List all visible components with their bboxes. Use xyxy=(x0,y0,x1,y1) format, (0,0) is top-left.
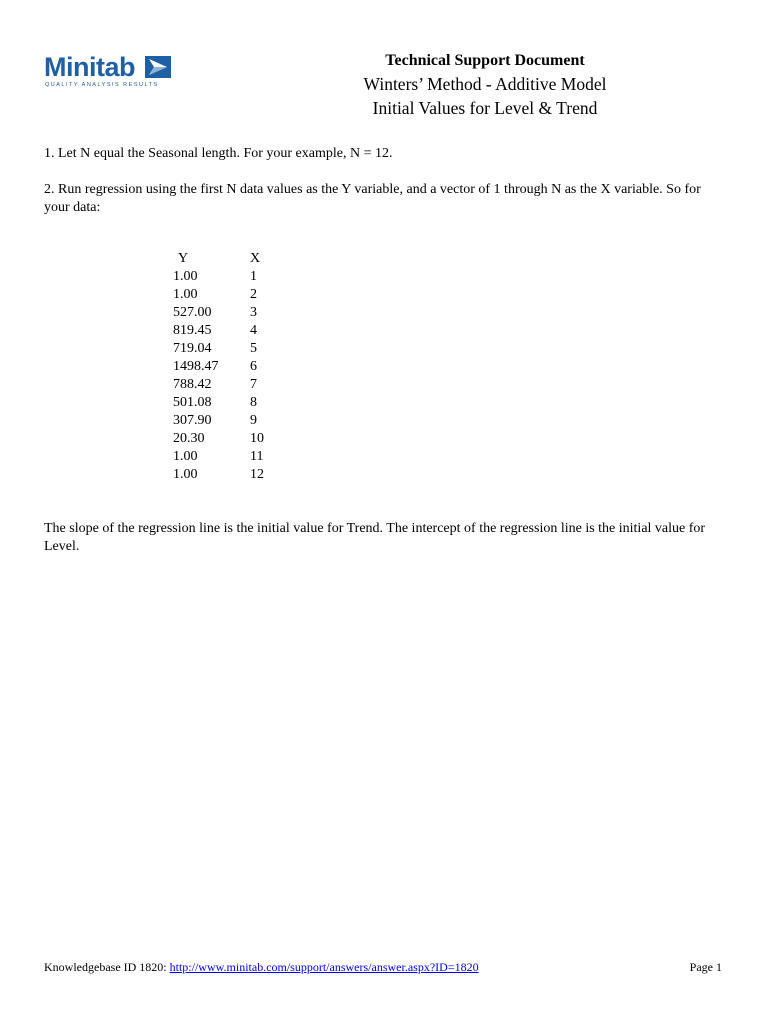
table-row xyxy=(173,466,264,484)
table-row xyxy=(173,322,264,340)
document-title-line1: Winters’ Method - Additive Model xyxy=(363,74,607,94)
y-value-cell: 1.00 xyxy=(173,287,198,302)
y-value-cell: 1.00 xyxy=(173,467,198,482)
knowledgebase-link[interactable]: http://www.minitab.com/support/answers/answer.aspx?ID=1820 xyxy=(169,960,479,974)
table-row xyxy=(173,304,264,322)
page-footer xyxy=(44,959,722,975)
x-value-cell: 5 xyxy=(250,341,257,356)
table-row xyxy=(173,268,264,286)
conclusion-text: The slope of the regression line is the initial value for Trend. The intercept of the regression line is the initial value for Level. xyxy=(44,521,706,554)
table-row xyxy=(173,376,264,394)
document-title-line2: Initial Values for Level & Trend xyxy=(372,98,598,118)
table-row xyxy=(173,340,264,358)
arrow-logo-icon xyxy=(145,56,171,78)
y-value-cell: 1.00 xyxy=(173,269,198,284)
column-header-y: Y xyxy=(178,251,189,266)
minitab-logo xyxy=(44,52,176,90)
table-row xyxy=(173,286,264,304)
x-value-cell: 9 xyxy=(250,413,257,428)
x-value-cell: 3 xyxy=(250,305,257,320)
x-value-cell: 10 xyxy=(250,431,264,446)
table-header-row xyxy=(173,250,264,268)
x-value-cell: 4 xyxy=(250,323,257,338)
x-value-cell: 7 xyxy=(250,377,257,392)
y-value-cell: 527.00 xyxy=(173,305,212,320)
y-value-cell: 719.04 xyxy=(173,341,212,356)
table-row xyxy=(173,430,264,448)
step-2-text: 2. Run regression using the first N data values as the Y variable, and a vector of 1 through N as the X variable. So for your data: xyxy=(44,182,701,215)
document-header xyxy=(330,50,640,120)
y-value-cell: 1.00 xyxy=(173,449,198,464)
table-row xyxy=(173,412,264,430)
x-value-cell: 1 xyxy=(250,269,257,284)
x-value-cell: 6 xyxy=(250,359,257,374)
data-table xyxy=(173,250,264,484)
y-value-cell: 20.30 xyxy=(173,431,205,446)
x-value-cell: 2 xyxy=(250,287,257,302)
y-value-cell: 501.08 xyxy=(173,395,212,410)
x-value-cell: 8 xyxy=(250,395,257,410)
x-value-cell: 12 xyxy=(250,467,264,482)
y-value-cell: 1498.47 xyxy=(173,359,219,374)
logo-wordmark: Minitab xyxy=(44,52,135,82)
knowledgebase-label: Knowledgebase ID 1820: xyxy=(44,960,167,974)
table-row xyxy=(173,448,264,466)
table-row xyxy=(173,394,264,412)
table-row xyxy=(173,358,264,376)
step-1-text: 1. Let N equal the Seasonal length. For your example, N = 12. xyxy=(44,146,393,161)
y-value-cell: 788.42 xyxy=(173,377,212,392)
page-number: Page 1 xyxy=(689,960,722,974)
x-value-cell: 11 xyxy=(250,449,264,464)
column-header-x: X xyxy=(250,251,261,266)
y-value-cell: 819.45 xyxy=(173,323,212,338)
logo-tagline: QUALITY ANALYSIS RESULTS xyxy=(45,82,159,88)
document-type: Technical Support Document xyxy=(385,52,585,69)
y-value-cell: 307.90 xyxy=(173,413,212,428)
